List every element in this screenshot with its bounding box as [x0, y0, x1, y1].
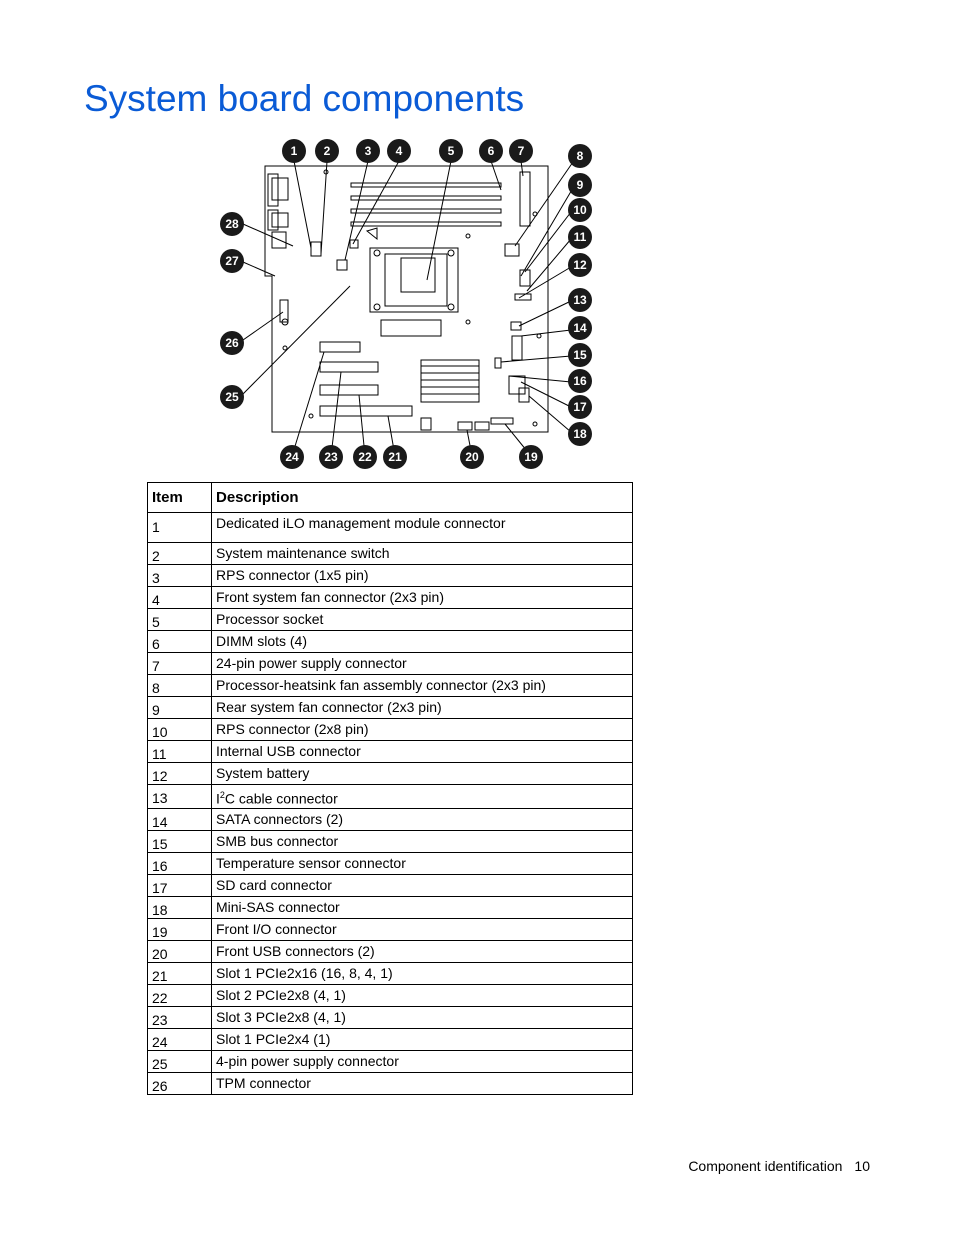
table-row: [148, 697, 633, 719]
svg-text:21: 21: [388, 450, 402, 464]
item-number: 15: [148, 830, 212, 852]
callout-17: [568, 395, 592, 419]
item-number: 19: [148, 918, 212, 940]
svg-text:20: 20: [465, 450, 479, 464]
table-row: [148, 785, 633, 809]
table-row: [148, 896, 633, 918]
callout-7: [509, 139, 533, 163]
table-row: [148, 940, 633, 962]
svg-text:3: 3: [364, 144, 372, 158]
desc-suffix: C cable connector: [224, 790, 338, 807]
item-number: 18: [148, 896, 212, 918]
svg-text:9: 9: [576, 178, 584, 192]
item-description: System battery: [212, 763, 633, 785]
item-description: Slot 1 PCIe2x4 (1): [212, 1028, 633, 1050]
table-header-row: [148, 483, 633, 513]
svg-text:2: 2: [323, 144, 331, 158]
item-number: 3: [148, 565, 212, 587]
item-description: Front I/O connector: [212, 918, 633, 940]
callout-18: [568, 422, 592, 446]
item-description: SATA connectors (2): [212, 808, 633, 830]
desc-prefix: I: [216, 790, 220, 807]
item-description: RPS connector (1x5 pin): [212, 565, 633, 587]
table-row: [148, 918, 633, 940]
svg-text:22: 22: [358, 450, 372, 464]
components-table: [147, 482, 633, 1095]
item-number: 12: [148, 763, 212, 785]
item-number: 14: [148, 808, 212, 830]
item-number: 21: [148, 962, 212, 984]
item-number: 16: [148, 852, 212, 874]
item-number: 23: [148, 1006, 212, 1028]
callout-25: [220, 385, 244, 409]
item-description: Front USB connectors (2): [212, 940, 633, 962]
item-number: 5: [148, 609, 212, 631]
svg-text:23: 23: [324, 450, 338, 464]
item-description: Rear system fan connector (2x3 pin): [212, 697, 633, 719]
svg-text:24: 24: [285, 450, 299, 464]
callout-10: [568, 198, 592, 222]
callout-22: [353, 445, 377, 469]
item-description: Mini-SAS connector: [212, 896, 633, 918]
svg-text:10: 10: [573, 203, 587, 217]
svg-text:27: 27: [225, 254, 239, 268]
svg-text:18: 18: [573, 427, 587, 441]
callout-6: [479, 139, 503, 163]
table-row: [148, 852, 633, 874]
item-number: 6: [148, 631, 212, 653]
callout-5: [439, 139, 463, 163]
item-description: Internal USB connector: [212, 741, 633, 763]
svg-text:17: 17: [573, 400, 587, 414]
table-row: [148, 587, 633, 609]
svg-text:4: 4: [395, 144, 403, 158]
callout-14: [568, 316, 592, 340]
item-description: [212, 785, 633, 809]
table-row: [148, 741, 633, 763]
callout-27: [220, 249, 244, 273]
table-row: [148, 1006, 633, 1028]
svg-text:13: 13: [573, 293, 587, 307]
item-number: 7: [148, 653, 212, 675]
footer-section: Component identification: [688, 1158, 843, 1174]
svg-text:1: 1: [290, 144, 298, 158]
item-number: 8: [148, 675, 212, 697]
item-description: DIMM slots (4): [212, 631, 633, 653]
item-description: Processor-heatsink fan assembly connector (2x3 pin): [212, 675, 633, 697]
table-row: [148, 1072, 633, 1094]
item-number: 4: [148, 587, 212, 609]
item-description: Slot 1 PCIe2x16 (16, 8, 4, 1): [212, 962, 633, 984]
callout-12: [568, 253, 592, 277]
item-number: 1: [148, 513, 212, 543]
callout-4: [387, 139, 411, 163]
page-footer: [688, 1158, 870, 1174]
item-number: 17: [148, 874, 212, 896]
item-description: Slot 2 PCIe2x8 (4, 1): [212, 984, 633, 1006]
item-number: 13: [148, 785, 212, 809]
callout-leaders: [243, 161, 573, 456]
table-row: [148, 719, 633, 741]
item-description: Dedicated iLO management module connector: [212, 513, 633, 543]
item-description: 4-pin power supply connector: [212, 1050, 633, 1072]
item-description: TPM connector: [212, 1072, 633, 1094]
table-row: [148, 631, 633, 653]
item-number: 26: [148, 1072, 212, 1094]
table-row: [148, 609, 633, 631]
table-row: [148, 962, 633, 984]
description-column-header: Description: [212, 483, 633, 513]
item-number: 25: [148, 1050, 212, 1072]
table-row: [148, 543, 633, 565]
callout-15: [568, 343, 592, 367]
callout-16: [568, 369, 592, 393]
table-row: [148, 808, 633, 830]
item-number: 9: [148, 697, 212, 719]
table-row: [148, 1028, 633, 1050]
table-row: [148, 830, 633, 852]
svg-text:19: 19: [524, 450, 538, 464]
table-row: [148, 653, 633, 675]
item-description: System maintenance switch: [212, 543, 633, 565]
svg-text:28: 28: [225, 217, 239, 231]
svg-text:8: 8: [576, 149, 584, 163]
item-description: Processor socket: [212, 609, 633, 631]
svg-text:14: 14: [573, 321, 587, 335]
item-description: SD card connector: [212, 874, 633, 896]
table-row: [148, 984, 633, 1006]
svg-text:12: 12: [573, 258, 587, 272]
table-row: [148, 565, 633, 587]
svg-text:26: 26: [225, 336, 239, 350]
svg-text:25: 25: [225, 390, 239, 404]
svg-text:16: 16: [573, 374, 587, 388]
item-description: 24-pin power supply connector: [212, 653, 633, 675]
board-outline: [265, 166, 548, 432]
callout-28: [220, 212, 244, 236]
item-description: Temperature sensor connector: [212, 852, 633, 874]
table-body: [148, 513, 633, 1095]
table-row: [148, 675, 633, 697]
item-description: RPS connector (2x8 pin): [212, 719, 633, 741]
item-number: 2: [148, 543, 212, 565]
callout-26: [220, 331, 244, 355]
callout-9: [568, 173, 592, 197]
svg-text:11: 11: [573, 230, 587, 244]
page-title: System board components: [84, 78, 525, 119]
callout-3: [356, 139, 380, 163]
page-number: 10: [854, 1158, 870, 1174]
callout-19: [519, 445, 543, 469]
svg-text:7: 7: [517, 144, 525, 158]
item-number: 24: [148, 1028, 212, 1050]
callout-1: [282, 139, 306, 163]
table-row: [148, 513, 633, 543]
item-number: 11: [148, 741, 212, 763]
table-row: [148, 874, 633, 896]
callout-21: [383, 445, 407, 469]
item-description: Slot 3 PCIe2x8 (4, 1): [212, 1006, 633, 1028]
item-number: 10: [148, 719, 212, 741]
table-row: [148, 1050, 633, 1072]
svg-text:6: 6: [487, 144, 495, 158]
item-description: SMB bus connector: [212, 830, 633, 852]
callout-11: [568, 225, 592, 249]
callout-13: [568, 288, 592, 312]
item-description: Front system fan connector (2x3 pin): [212, 587, 633, 609]
system-board-diagram: [215, 136, 600, 476]
callout-8: [568, 144, 592, 168]
item-number: 20: [148, 940, 212, 962]
callout-24: [280, 445, 304, 469]
callout-20: [460, 445, 484, 469]
callout-2: [315, 139, 339, 163]
table-row: [148, 763, 633, 785]
desc-superscript: 2: [219, 790, 225, 800]
item-number: 22: [148, 984, 212, 1006]
callout-23: [319, 445, 343, 469]
svg-text:5: 5: [447, 144, 455, 158]
item-column-header: Item: [148, 483, 212, 513]
svg-text:15: 15: [573, 348, 587, 362]
